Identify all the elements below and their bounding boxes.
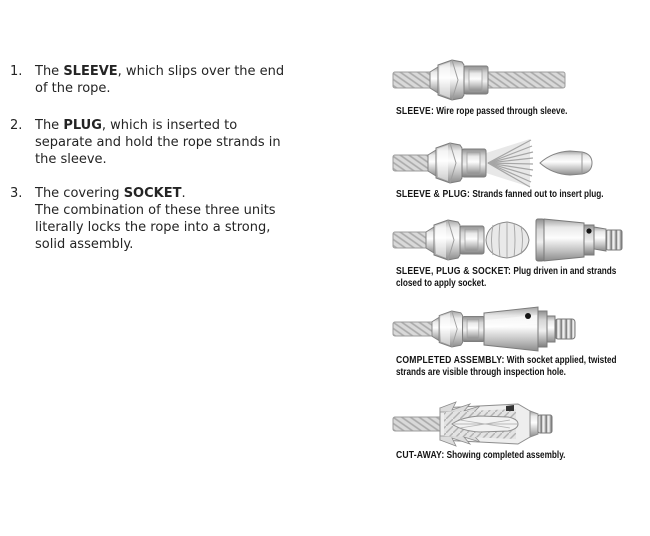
list-item-number: 1. (10, 64, 23, 79)
figure-caption-text: Plug driven in and strands closed to apply socket. (396, 266, 617, 289)
figure-caption-label: COMPLETED ASSEMBLY: (396, 354, 505, 366)
sleeve-plug-socket-illustration-icon (390, 214, 630, 266)
text-line (35, 117, 365, 134)
list-item-text (35, 117, 365, 168)
text-line: literally locks the rope into a strong, (35, 220, 271, 235)
text-line: The combination of these three units (35, 203, 276, 218)
text-line: solid assembly. (35, 237, 134, 252)
term-sleeve: SLEEVE (63, 64, 118, 79)
list-item-text (35, 185, 365, 253)
figure-sleeve (390, 54, 642, 140)
term-plug: PLUG (63, 118, 102, 133)
list-item (10, 185, 365, 253)
figure-caption (396, 266, 642, 289)
text-run: The (35, 64, 64, 79)
text-run: The covering (35, 186, 124, 201)
text-line (35, 63, 365, 80)
rope-through-sleeve-illustration-icon (390, 54, 630, 106)
figure-sleeve-plug-socket (390, 214, 642, 300)
text-line: separate and hold the rope strands in (35, 135, 281, 150)
figure-caption (396, 189, 642, 201)
figure-caption-text: Strands fanned out to insert plug. (472, 189, 604, 200)
figure-caption-label: SLEEVE, PLUG & SOCKET: (396, 265, 512, 277)
text-run: . (181, 186, 186, 201)
list-item (10, 117, 365, 168)
figure-caption (396, 355, 642, 378)
completed-assembly-illustration-icon (390, 303, 630, 355)
list-item-number: 2. (10, 118, 23, 133)
figure-cutaway (390, 398, 642, 484)
sleeve-fanned-strands-plug-illustration-icon (390, 137, 630, 189)
figure-completed-assembly (390, 303, 642, 389)
cutaway-illustration-icon (390, 398, 630, 450)
term-socket: SOCKET (123, 186, 182, 201)
figure-caption-label: CUT-AWAY: (396, 449, 445, 461)
list-item-number: 3. (10, 186, 23, 201)
figure-caption (396, 450, 642, 462)
figure-caption-label: SLEEVE: (396, 105, 434, 117)
figure-caption-label: SLEEVE & PLUG: (396, 188, 471, 200)
text-line (35, 185, 365, 202)
text-run: The (35, 118, 64, 133)
list-item-text (35, 63, 365, 97)
text-run: , which is inserted to (101, 118, 238, 133)
figure-caption-text: Showing completed assembly. (446, 450, 566, 461)
figure-caption-text: With socket applied, twisted strands are visible through inspection hole. (396, 355, 617, 378)
text-line: of the rope. (35, 81, 111, 96)
figure-caption (396, 106, 642, 118)
figure-caption-text: Wire rope passed through sleeve. (436, 106, 568, 117)
list-item (10, 63, 365, 97)
text-line: the sleeve. (35, 152, 107, 167)
text-run: , which slips over the end (117, 64, 285, 79)
figure-sleeve-plug (390, 137, 642, 223)
